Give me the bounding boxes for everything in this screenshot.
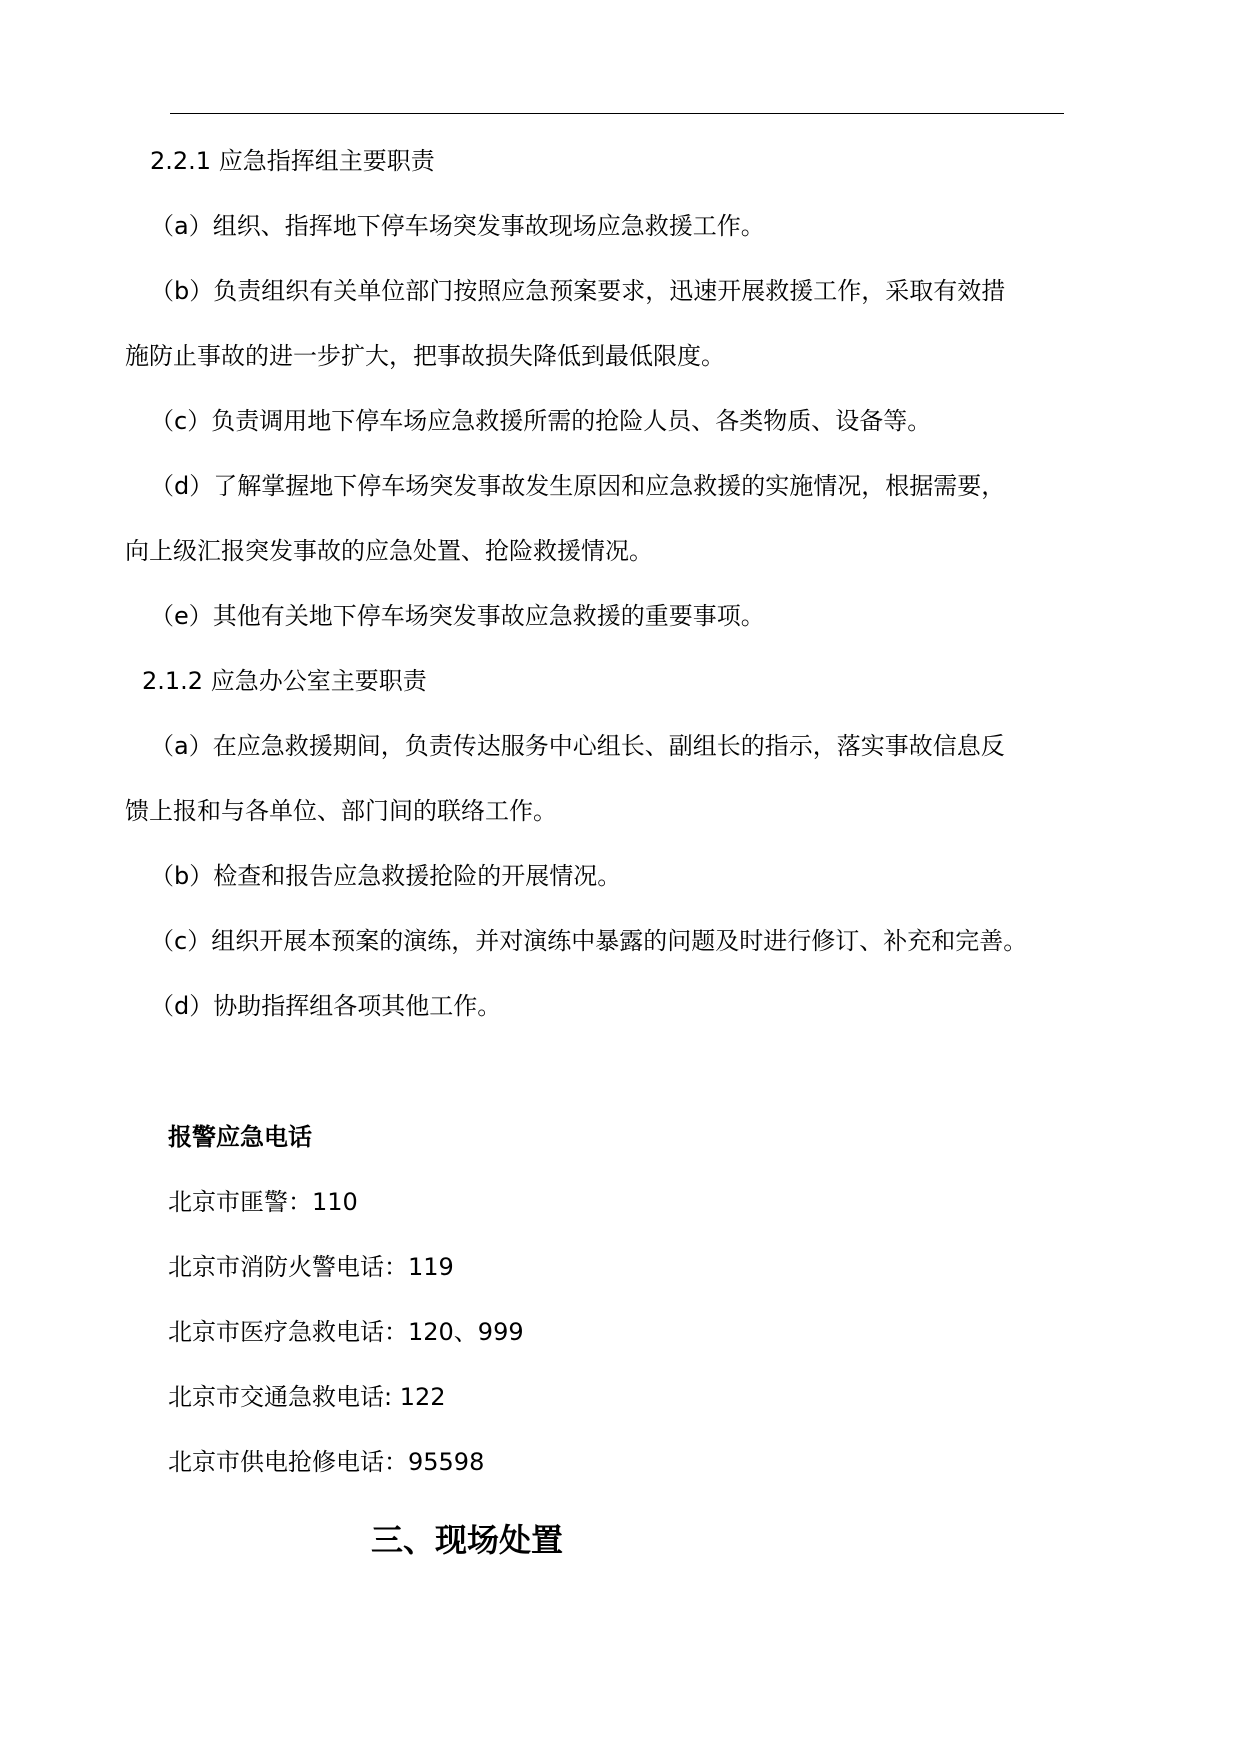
section-212-item-b: （b）检查和报告应急救援抢险的开展情况。 — [150, 862, 622, 890]
section-212-item-a-line2: 馈上报和与各单位、部门间的联络工作。 — [125, 797, 557, 825]
section-221-item-c: （c）负责调用地下停车场应急救援所需的抢险人员、各类物质、设备等。 — [150, 407, 932, 435]
phone-police: 北京市匪警：110 — [168, 1188, 358, 1216]
phone-fire: 北京市消防火警电话：119 — [168, 1253, 454, 1281]
section-3-heading: 三、现场处置 — [371, 1521, 564, 1559]
phones-title: 报警应急电话 — [168, 1123, 312, 1151]
phone-power: 北京市供电抢修电话：95598 — [168, 1448, 485, 1476]
phone-medical: 北京市医疗急救电话：120、999 — [168, 1318, 524, 1346]
section-221-item-b-line1: （b）负责组织有关单位部门按照应急预案要求，迅速开展救援工作，采取有效措 — [150, 277, 1006, 305]
section-212-title: 2.1.2 应急办公室主要职责 — [142, 667, 427, 695]
header-rule — [170, 113, 1064, 114]
section-212-item-c: （c）组织开展本预案的演练，并对演练中暴露的问题及时进行修订、补充和完善。 — [150, 927, 1028, 955]
section-221-item-b-line2: 施防止事故的进一步扩大，把事故损失降低到最低限度。 — [125, 342, 725, 370]
section-221-title: 2.2.1 应急指挥组主要职责 — [150, 147, 435, 175]
section-221-item-e: （e）其他有关地下停车场突发事故应急救援的重要事项。 — [150, 602, 765, 630]
section-221-item-d-line1: （d）了解掌握地下停车场突发事故发生原因和应急救援的实施情况，根据需要， — [150, 472, 1006, 500]
section-212-item-d: （d）协助指挥组各项其他工作。 — [150, 992, 502, 1020]
phone-traffic: 北京市交通急救电话: 122 — [168, 1383, 446, 1411]
section-221-item-d-line2: 向上级汇报突发事故的应急处置、抢险救援情况。 — [125, 537, 653, 565]
section-212-item-a-line1: （a）在应急救援期间，负责传达服务中心组长、副组长的指示，落实事故信息反 — [150, 732, 1005, 760]
section-221-item-a: （a）组织、指挥地下停车场突发事故现场应急救援工作。 — [150, 212, 765, 240]
